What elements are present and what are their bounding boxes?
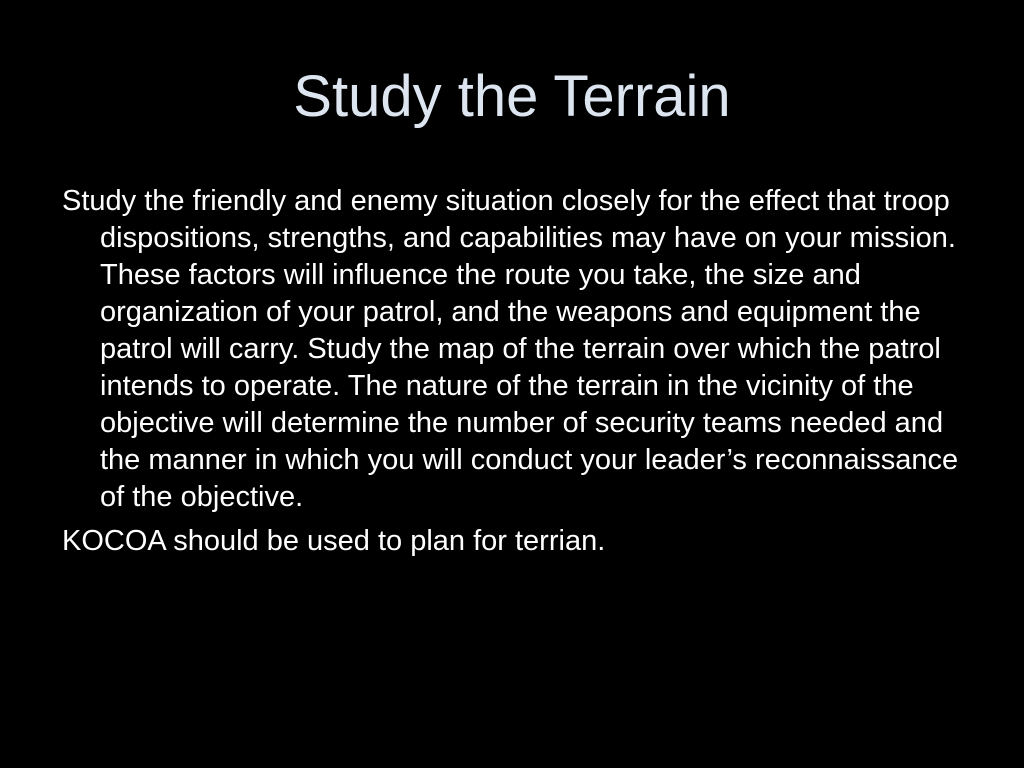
- slide-body: [62, 183, 982, 567]
- bullet-study-situation: Study the friendly and enemy situation closely for the effect that troop dispositions, strengths, and capabilities may have on your mission. These factors will influence the route you take, the size and organization of your patrol, and the weapons and equipment the patrol will carry. Study the map of the terrain over which the patrol intends to operate. The nature of the terrain in the vicinity of the objective will determine the number of security teams needed and the manner in which you will conduct your leader’s reconnaissance of the objective.: [62, 185, 959, 513]
- slide-title: Study the Terrain: [293, 64, 731, 129]
- bullet-kocoa: KOCOA should be used to plan for terrian.: [62, 525, 606, 557]
